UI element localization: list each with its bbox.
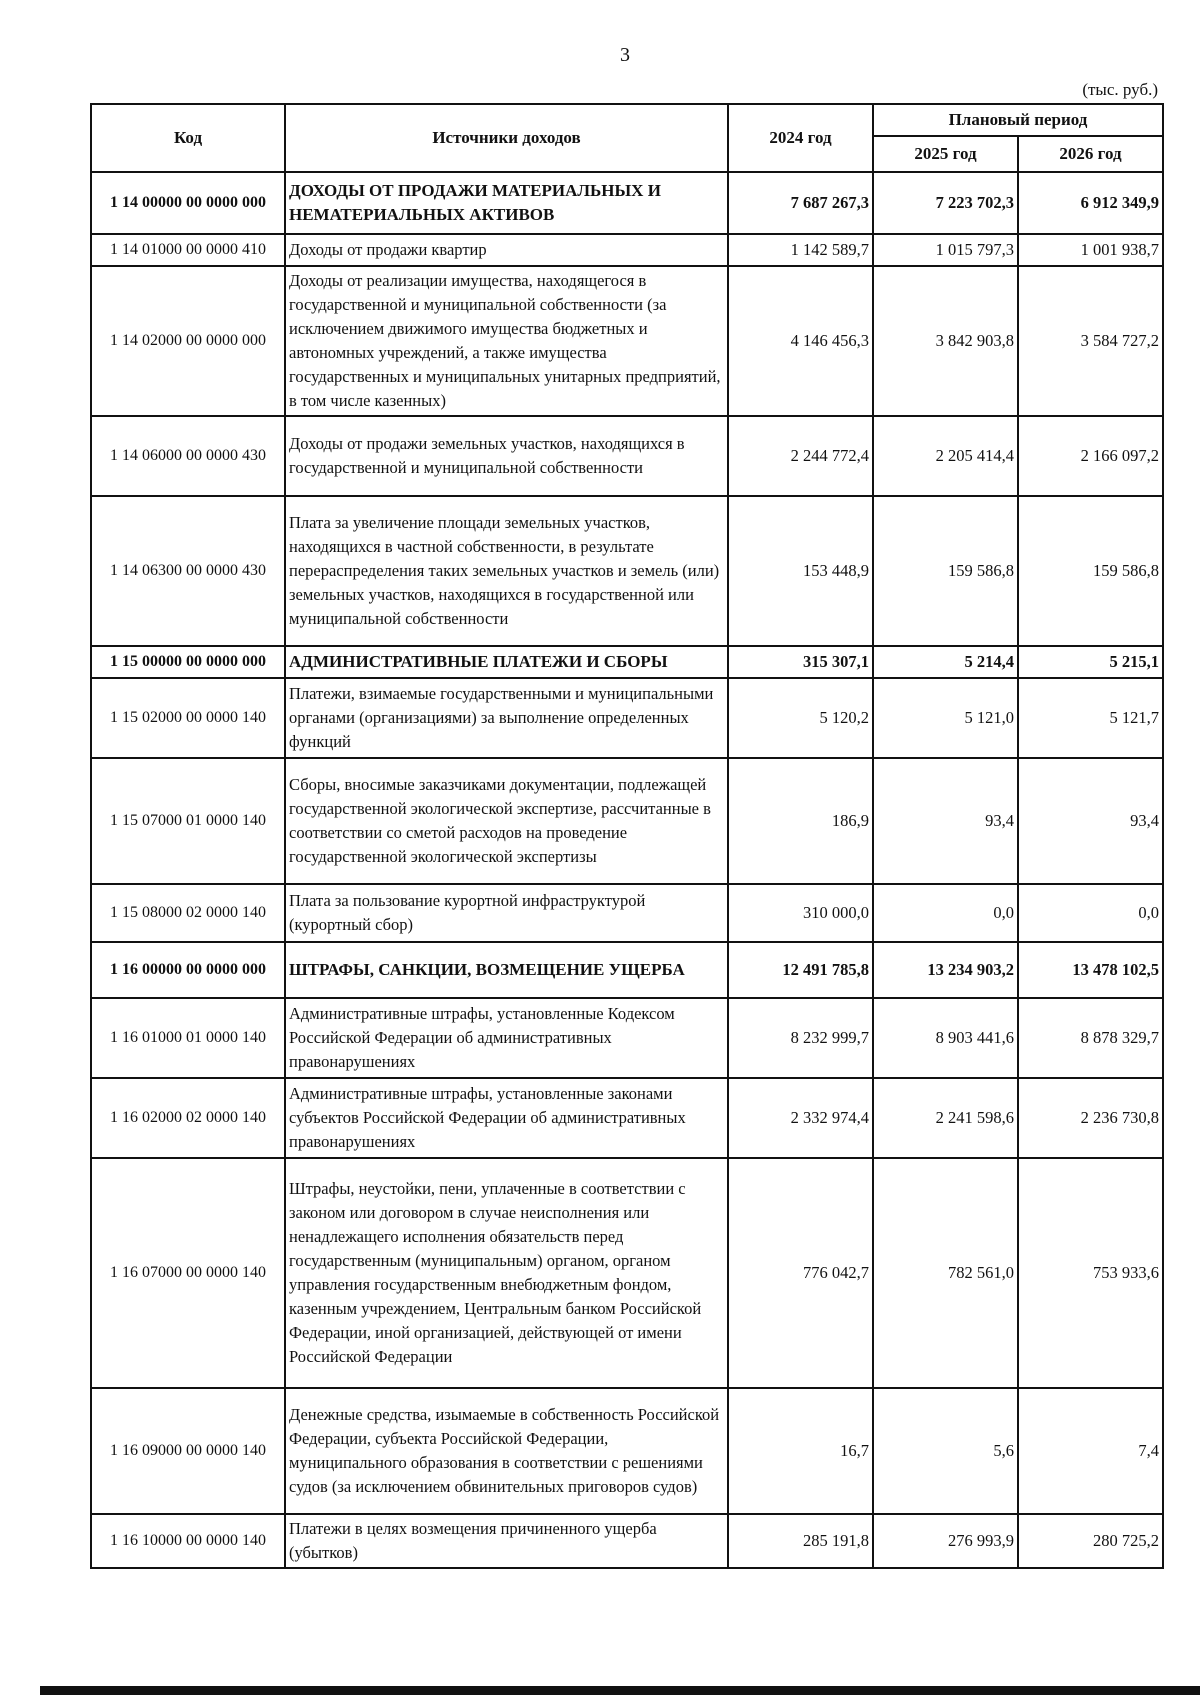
row-code: 1 16 09000 00 0000 140: [91, 1388, 285, 1514]
table-row: [91, 416, 1163, 496]
row-value-2024: 776 042,7: [728, 1158, 873, 1388]
row-source-name: АДМИНИСТРАТИВНЫЕ ПЛАТЕЖИ И СБОРЫ: [285, 646, 728, 678]
row-code: 1 14 00000 00 0000 000: [91, 172, 285, 234]
row-value-2026: 7,4: [1018, 1388, 1163, 1514]
row-value-2025: 2 205 414,4: [873, 416, 1018, 496]
row-value-2025: 5 121,0: [873, 678, 1018, 758]
row-source-name: Административные штрафы, установленные Кодексом Российской Федерации об административных правонарушениях: [285, 998, 728, 1078]
row-value-2026: 2 166 097,2: [1018, 416, 1163, 496]
row-value-2025: 7 223 702,3: [873, 172, 1018, 234]
header-code: Код: [91, 104, 285, 172]
row-value-2025: 3 842 903,8: [873, 266, 1018, 416]
table-row: [91, 1514, 1163, 1568]
row-code: 1 16 01000 01 0000 140: [91, 998, 285, 1078]
row-value-2024: 315 307,1: [728, 646, 873, 678]
row-value-2026: 1 001 938,7: [1018, 234, 1163, 266]
row-source-name: Денежные средства, изымаемые в собственность Российской Федерации, субъекта Российской Федерации, муниципального образования в соответствии с решениями судов (за исключением обвинительных приговоров судов): [285, 1388, 728, 1514]
row-value-2025: 782 561,0: [873, 1158, 1018, 1388]
row-source-name: Плата за увеличение площади земельных участков, находящихся в частной собственности, в результате перераспределения таких земельных участков и земель (или) земельных участков, находящихся в государственной или муниципальной собственности: [285, 496, 728, 646]
row-value-2025: 93,4: [873, 758, 1018, 884]
row-code: 1 15 02000 00 0000 140: [91, 678, 285, 758]
revenue-table: [90, 103, 1164, 1569]
row-value-2025: 5 214,4: [873, 646, 1018, 678]
row-code: 1 15 08000 02 0000 140: [91, 884, 285, 942]
row-value-2025: 276 993,9: [873, 1514, 1018, 1568]
row-value-2024: 2 332 974,4: [728, 1078, 873, 1158]
row-value-2025: 1 015 797,3: [873, 234, 1018, 266]
row-code: 1 16 07000 00 0000 140: [91, 1158, 285, 1388]
row-value-2026: 5 215,1: [1018, 646, 1163, 678]
table-row: [91, 998, 1163, 1078]
table-row: [91, 1078, 1163, 1158]
row-value-2026: 753 933,6: [1018, 1158, 1163, 1388]
row-code: 1 16 02000 02 0000 140: [91, 1078, 285, 1158]
row-value-2024: 7 687 267,3: [728, 172, 873, 234]
row-source-name: Плата за пользование курортной инфраструктурой (курортный сбор): [285, 884, 728, 942]
row-source-name: ДОХОДЫ ОТ ПРОДАЖИ МАТЕРИАЛЬНЫХ И НЕМАТЕРИАЛЬНЫХ АКТИВОВ: [285, 172, 728, 234]
row-code: 1 14 06300 00 0000 430: [91, 496, 285, 646]
table-row: [91, 266, 1163, 416]
header-year-2026: 2026 год: [1018, 136, 1163, 172]
table-row: [91, 1158, 1163, 1388]
row-code: 1 14 02000 00 0000 000: [91, 266, 285, 416]
row-source-name: Штрафы, неустойки, пени, уплаченные в соответствии с законом или договором в случае неисполнения или ненадлежащего исполнения обязательств перед государственным (муниципальным) органом, органом управления государственным внебюджетным фондом, казенным учреждением, Центральным банком Российской Федерации, иной организацией, действующей от имени Российской Федерации: [285, 1158, 728, 1388]
row-value-2026: 2 236 730,8: [1018, 1078, 1163, 1158]
row-value-2026: 6 912 349,9: [1018, 172, 1163, 234]
row-source-name: Доходы от продажи квартир: [285, 234, 728, 266]
row-value-2024: 285 191,8: [728, 1514, 873, 1568]
table-row: [91, 678, 1163, 758]
header-source: Источники доходов: [285, 104, 728, 172]
row-value-2025: 2 241 598,6: [873, 1078, 1018, 1158]
row-value-2026: 13 478 102,5: [1018, 942, 1163, 998]
table-row: [91, 172, 1163, 234]
table-row: [91, 942, 1163, 998]
row-source-name: Доходы от продажи земельных участков, находящихся в государственной и муниципальной собственности: [285, 416, 728, 496]
row-source-name: Доходы от реализации имущества, находящегося в государственной и муниципальной собственности (за исключением движимого имущества бюджетных и автономных учреждений, а также имущества государственных и муниципальных унитарных предприятий, в том числе казенных): [285, 266, 728, 416]
header-planned-period: Плановый период: [873, 104, 1163, 136]
row-value-2025: 13 234 903,2: [873, 942, 1018, 998]
row-value-2026: 8 878 329,7: [1018, 998, 1163, 1078]
table-body: [91, 172, 1163, 1568]
row-source-name: Сборы, вносимые заказчиками документации, подлежащей государственной экологической экспертизе, рассчитанные в соответствии со сметой расходов на проведение государственной экологической экспертизы: [285, 758, 728, 884]
row-value-2024: 16,7: [728, 1388, 873, 1514]
row-value-2024: 153 448,9: [728, 496, 873, 646]
row-value-2024: 1 142 589,7: [728, 234, 873, 266]
row-value-2026: 3 584 727,2: [1018, 266, 1163, 416]
header-year-2024: 2024 год: [728, 104, 873, 172]
row-value-2024: 5 120,2: [728, 678, 873, 758]
row-value-2024: 12 491 785,8: [728, 942, 873, 998]
row-code: 1 14 01000 00 0000 410: [91, 234, 285, 266]
row-value-2024: 310 000,0: [728, 884, 873, 942]
page-number: 3: [620, 44, 630, 66]
table-row: [91, 646, 1163, 678]
row-source-name: Платежи в целях возмещения причиненного ущерба (убытков): [285, 1514, 728, 1568]
row-value-2025: 5,6: [873, 1388, 1018, 1514]
row-value-2024: 4 146 456,3: [728, 266, 873, 416]
row-value-2024: 8 232 999,7: [728, 998, 873, 1078]
row-code: 1 15 07000 01 0000 140: [91, 758, 285, 884]
header-year-2025: 2025 год: [873, 136, 1018, 172]
row-source-name: Платежи, взимаемые государственными и муниципальными органами (организациями) за выполнение определенных функций: [285, 678, 728, 758]
row-value-2024: 186,9: [728, 758, 873, 884]
table-row: [91, 496, 1163, 646]
row-code: 1 16 10000 00 0000 140: [91, 1514, 285, 1568]
row-code: 1 15 00000 00 0000 000: [91, 646, 285, 678]
table-row: [91, 234, 1163, 266]
row-value-2024: 2 244 772,4: [728, 416, 873, 496]
row-value-2026: 280 725,2: [1018, 1514, 1163, 1568]
scan-edge-bar: [40, 1686, 1200, 1695]
table-row: [91, 758, 1163, 884]
row-value-2026: 5 121,7: [1018, 678, 1163, 758]
table-row: [91, 1388, 1163, 1514]
row-code: 1 14 06000 00 0000 430: [91, 416, 285, 496]
row-value-2025: 0,0: [873, 884, 1018, 942]
row-value-2026: 93,4: [1018, 758, 1163, 884]
row-value-2026: 0,0: [1018, 884, 1163, 942]
row-code: 1 16 00000 00 0000 000: [91, 942, 285, 998]
row-value-2026: 159 586,8: [1018, 496, 1163, 646]
row-source-name: Административные штрафы, установленные законами субъектов Российской Федерации об административных правонарушениях: [285, 1078, 728, 1158]
table-row: [91, 884, 1163, 942]
units-label: (тыс. руб.): [1082, 80, 1158, 99]
row-source-name: ШТРАФЫ, САНКЦИИ, ВОЗМЕЩЕНИЕ УЩЕРБА: [285, 942, 728, 998]
row-value-2025: 159 586,8: [873, 496, 1018, 646]
row-value-2025: 8 903 441,6: [873, 998, 1018, 1078]
